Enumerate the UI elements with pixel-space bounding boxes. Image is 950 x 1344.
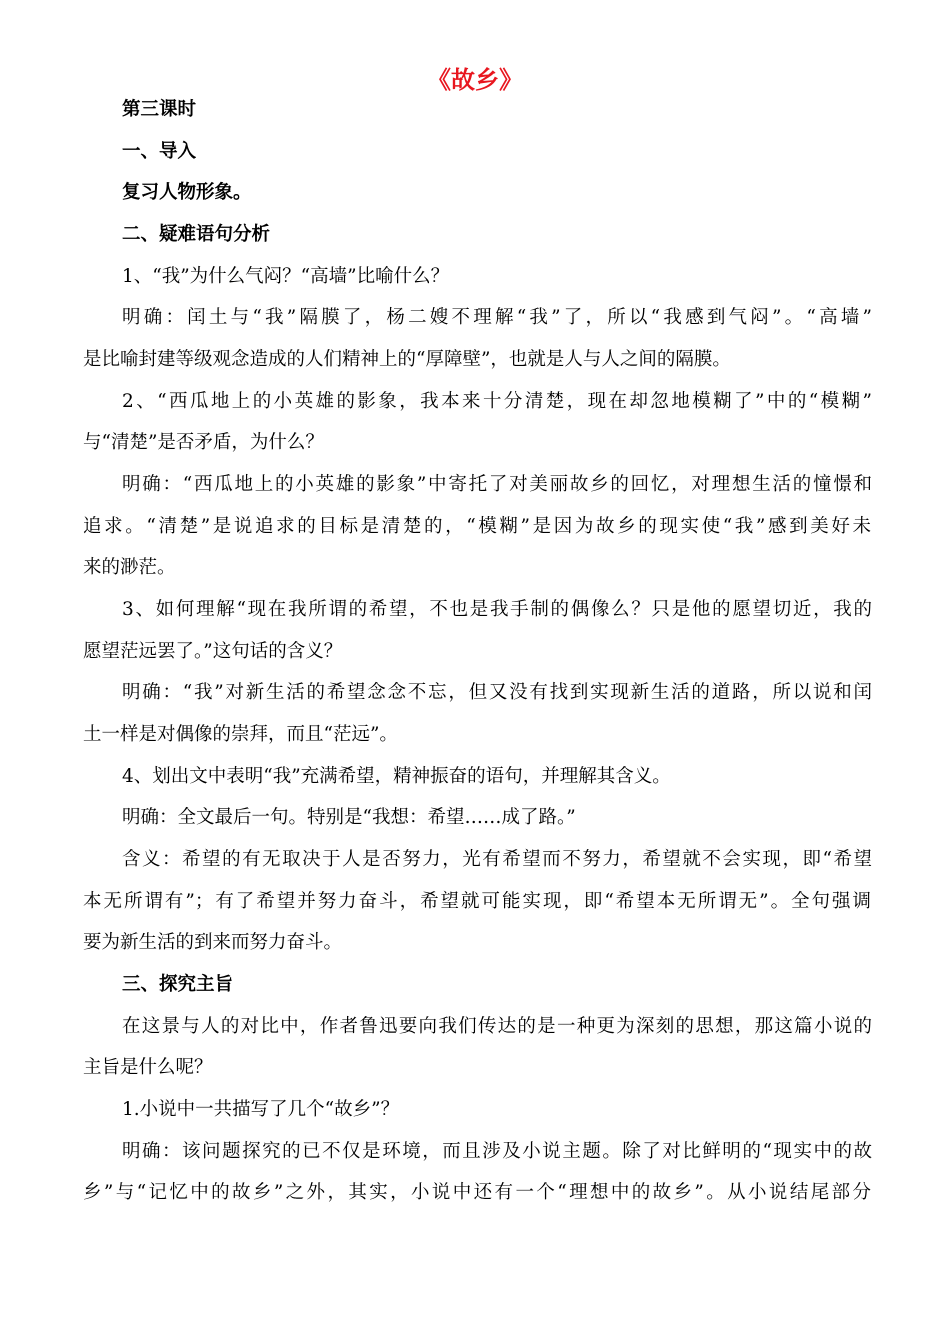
answer-2-line-1: 明确：“西瓜地上的小英雄的影象”中寄托了对美丽故乡的回忆，对理想生活的憧憬和 [122, 474, 872, 495]
question-3-line-2: 愿望茫远罢了。”这句话的含义？ [83, 641, 343, 662]
question-1: 1、“我”为什么气闷？“高墙”比喻什么？ [122, 266, 450, 287]
answer-1-line-2: 是比喻封建等级观念造成的人们精神上的“厚障壁”，也就是人与人之间的隔膜。 [83, 349, 731, 370]
theme-intro-line-1: 在这景与人的对比中，作者鲁迅要向我们传达的是一种更为深刻的思想，那这篇小说的 [122, 1016, 872, 1037]
question-4: 4、划出文中表明“我”充满希望，精神振奋的语句，并理解其含义。 [122, 766, 671, 787]
theme-answer-line-2: 乡”与“记忆中的故乡”之外，其实，小说中还有一个“理想中的故乡”。从小说结尾部分 [83, 1182, 871, 1203]
document-title: 《故乡》 [427, 66, 523, 94]
answer-2-line-3: 来的渺茫。 [83, 557, 176, 578]
question-2-line-2: 与“清楚”是否矛盾，为什么？ [83, 432, 324, 453]
question-2-line-1: 2、“西瓜地上的小英雄的影象，我本来十分清楚，现在却忽地模糊了”中的“模糊” [122, 391, 872, 412]
section-heading-analysis: 二、疑难语句分析 [122, 224, 271, 245]
meaning-line-2: 本无所谓有”；有了希望并努力奋斗，希望就可能实现，即“希望本无所谓无”。全句强调 [83, 891, 871, 912]
lesson-heading: 第三课时 [122, 99, 197, 120]
section-heading-intro: 一、导入 [122, 141, 197, 162]
review-line: 复习人物形象。 [122, 182, 252, 203]
answer-3-line-2: 土一样是对偶像的崇拜，而且“茫远”。 [83, 724, 398, 745]
section-heading-theme: 三、探究主旨 [122, 974, 234, 995]
meaning-line-3: 要为新生活的到来而努力奋斗。 [83, 932, 343, 953]
theme-answer-line-1: 明确：该问题探究的已不仅是环境，而且涉及小说主题。除了对比鲜明的“现实中的故 [122, 1141, 872, 1162]
question-3-line-1: 3、如何理解“现在我所谓的希望，不也是我手制的偶像么？只是他的愿望切近，我的 [122, 599, 872, 620]
answer-4: 明确：全文最后一句。特别是“我想：希望……成了路。” [122, 807, 576, 828]
theme-question-1: 1.小说中一共描写了几个“故乡”？ [122, 1099, 400, 1120]
answer-2-line-2: 追求。“清楚”是说追求的目标是清楚的，“模糊”是因为故乡的现实使“我”感到美好未 [83, 516, 871, 537]
answer-1-line-1: 明确：闰土与“我”隔膜了，杨二嫂不理解“我”了，所以“我感到气闷”。“高墙” [122, 307, 872, 328]
meaning-line-1: 含义：希望的有无取决于人是否努力，光有希望而不努力，希望就不会实现，即“希望 [122, 849, 872, 870]
answer-3-line-1: 明确：“我”对新生活的希望念念不忘，但又没有找到实现新生活的道路，所以说和闰 [122, 682, 872, 703]
theme-intro-line-2: 主旨是什么呢？ [83, 1057, 213, 1078]
